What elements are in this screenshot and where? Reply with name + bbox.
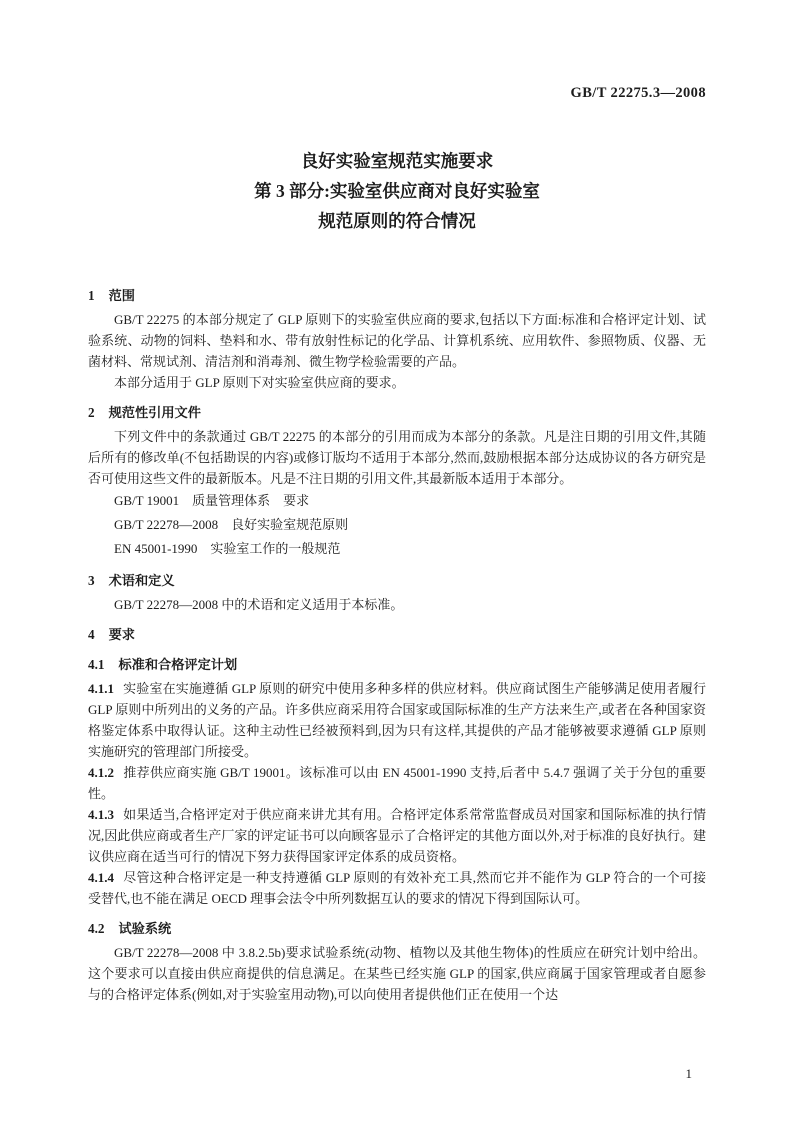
paragraph: 本部分适用于 GLP 原则下对实验室供应商的要求。 xyxy=(114,375,405,390)
section-heading xyxy=(88,402,706,423)
paragraph: GB/T 22278—2008 中的术语和定义适用于本标准。 xyxy=(114,597,404,612)
standard-code: GB/T 22275.3—2008 xyxy=(570,85,706,101)
section-number: 2 xyxy=(88,405,95,420)
clause-number: 4.1.2 xyxy=(88,765,114,780)
reference-item: GB/T 19001 质量管理体系 要求 xyxy=(114,493,310,508)
section-heading xyxy=(88,285,706,306)
paragraph: 下列文件中的条款通过 GB/T 22275 的本部分的引用而成为本部分的条款。凡是注日期的引用文件,其随后所有的修改单(不包括勘误的内容)或修订版均不适用于本部分,然而,鼓励根据本部分达成协议的各方研究是否可使用这些文件的最新版本。凡是不注日期的引用文件,其最新版本适用于本部分。 xyxy=(88,429,706,486)
document-title-line-1: 良好实验室规范实施要求 xyxy=(300,151,494,171)
reference-item: GB/T 22278—2008 良好实验室规范原则 xyxy=(114,517,349,532)
document-title-line-3: 规范原则的符合情况 xyxy=(318,211,476,231)
document-blocks xyxy=(88,285,706,1005)
section-heading xyxy=(88,654,706,675)
section-heading xyxy=(88,570,706,591)
document-title xyxy=(88,146,706,236)
section-title: 术语和定义 xyxy=(108,573,175,588)
section-heading xyxy=(88,918,706,939)
numbered-paragraph: 4.1.1 实验室在实施遵循 GLP 原则的研究中使用多种多样的供应材料。供应商试图生产能够满足使用者履行 GLP 原则中所列出的义务的产品。许多供应商采用符合国家或国际标准的生产方法来生产,或者在各种国家资格鉴定体系中取得认证。这种主动性已经被预料到,因为只有这样,其提供的产品才能够被要求遵循 GLP 原则实施研究的管理部门所接受。 xyxy=(88,681,706,759)
numbered-paragraph: 4.1.2 推荐供应商实施 GB/T 19001。该标准可以由 EN 45001-1990 支持,后者中 5.4.7 强调了关于分包的重要性。 xyxy=(88,765,706,801)
section-title: 试验系统 xyxy=(118,921,172,936)
numbered-paragraph: 4.1.4 尽管这种合格评定是一种支持遵循 GLP 原则的有效补充工具,然而它并不能作为 GLP 符合的一个可接受替代,也不能在满足 OECD 理事会法令中所列数据互认的要求的情况下得到国际认可。 xyxy=(88,870,706,906)
paragraph: GB/T 22278—2008 中 3.8.2.5b)要求试验系统(动物、植物以及其他生物体)的性质应在研究计划中给出。这个要求可以直接由供应商提供的信息满足。在某些已经实施 GLP 的国家,供应商属于国家管理或者自愿参与的合格评定体系(例如,对于实验室用动物),可以向使用者提供他们正在使用一个达 xyxy=(88,945,706,1002)
reference-item: EN 45001-1990 实验室工作的一般规范 xyxy=(114,541,341,556)
paragraph: GB/T 22275 的本部分规定了 GLP 原则下的实验室供应商的要求,包括以下方面:标准和合格评定计划、试验系统、动物的饲料、垫料和水、带有放射性标记的化学品、计算机系统、应用软件、参照物质、仪器、无菌材料、常规试剂、清洁剂和消毒剂、微生物学检验需要的产品。 xyxy=(88,312,706,369)
section-title: 规范性引用文件 xyxy=(108,405,201,420)
section-heading xyxy=(88,624,706,645)
section-title: 标准和合格评定计划 xyxy=(118,657,238,672)
section-number: 4 xyxy=(88,627,95,642)
page-number: 1 xyxy=(685,1066,692,1081)
section-number: 4.1 xyxy=(88,657,105,672)
numbered-paragraph: 4.1.3 如果适当,合格评定对于供应商来讲尤其有用。合格评定体系常常监督成员对国家和国际标准的执行情况,因此供应商或者生产厂家的评定证书可以向顾客显示了合格评定的其他方面以外,对于标准的良好执行。建议供应商在适当可行的情况下努力获得国家评定体系的成员资格。 xyxy=(88,807,706,864)
clause-number: 4.1.1 xyxy=(88,681,114,696)
section-title: 范围 xyxy=(108,288,135,303)
clause-number: 4.1.4 xyxy=(88,870,114,885)
section-title: 要求 xyxy=(108,627,135,642)
section-number: 1 xyxy=(88,288,95,303)
document-title-line-2: 第 3 部分:实验室供应商对良好实验室 xyxy=(254,181,540,201)
clause-number: 4.1.3 xyxy=(88,807,114,822)
section-number: 3 xyxy=(88,573,95,588)
section-number: 4.2 xyxy=(88,921,105,936)
